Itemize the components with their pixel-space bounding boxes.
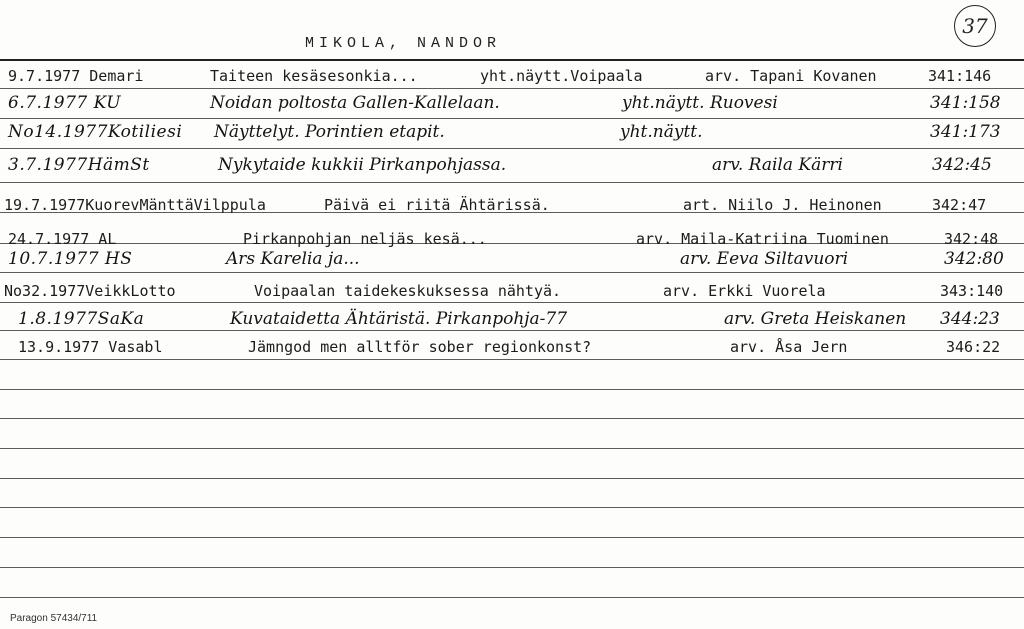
entry-row [0,279,1024,304]
entry-ref: 342:47 [932,196,987,214]
entry-row [0,64,1024,89]
printer-imprint: Paragon 57434/711 [10,613,98,624]
ruled-line [0,567,1024,568]
entry-title: Voipaalan taidekeskuksessa nähtyä. [254,282,562,300]
entry-title: Päivä ei riitä Ähtärissä. [324,196,550,214]
entry-ref: 346:22 [946,338,1001,356]
entry-row [0,91,1024,116]
card-title: MIKOLA, NANDOR [305,35,502,52]
entry-reviewer: arv. Raila Kärri [712,155,843,175]
entry-date-source: 19.7.1977KuorevMänttäVilppula [4,196,266,214]
entry-row [0,335,1024,360]
entry-title: Näyttelyt. Porintien etapit. [214,122,445,142]
ruled-line [0,418,1024,419]
entry-reviewer: arv. Åsa Jern [730,338,848,356]
entry-reviewer: arv. Tapani Kovanen [705,67,877,85]
entry-title: Jämngod men alltför sober regionkonst? [248,338,592,356]
ruled-line [0,537,1024,538]
entry-date-source: 6.7.1977 KU [8,93,122,113]
entry-row [0,193,1024,218]
entry-ref: 342:45 [932,155,992,175]
entry-date-source: No14.1977Kotiliesi [8,122,183,142]
ruled-line [0,448,1024,449]
ruled-line [0,148,1024,149]
entry-reviewer: arv. Maila-Katriina Tuominen [636,230,889,248]
ruled-line [0,59,1024,61]
entry-row [0,120,1024,145]
entry-ref: 341:158 [930,93,1001,113]
entry-date-source: 3.7.1977HämSt [8,155,150,175]
card-number: 37 [954,5,996,47]
entry-date-source: 24.7.1977 AL [8,230,117,248]
entry-note: yht.näytt.Voipaala [480,67,643,85]
entry-row [0,307,1024,332]
entry-date-source: 1.8.1977SaKa [18,309,145,329]
entry-ref: 344:23 [940,309,1000,329]
ruled-line [0,182,1024,183]
entry-ref: 342:80 [944,249,1004,269]
entry-date-source: No32.1977VeikkLotto [4,282,176,300]
ruled-line [0,597,1024,598]
entry-reviewer: arv. Erkki Vuorela [663,282,826,300]
entry-ref: 343:140 [940,282,1004,300]
entry-row [0,153,1024,178]
entry-row [0,247,1024,272]
entry-reviewer: arv. Greta Heiskanen [724,309,907,329]
ruled-line [0,272,1024,273]
ruled-line [0,507,1024,508]
entry-title: Nykytaide kukkii Pirkanpohjassa. [218,155,507,175]
entry-title: Taiteen kesäsesonkia... [210,67,418,85]
entry-date-source: 13.9.1977 Vasabl [18,338,163,356]
entry-title: Pirkanpohjan neljäs kesä... [243,230,487,248]
entry-ref: 341:173 [930,122,1001,142]
ruled-line [0,118,1024,119]
entry-note: yht.näytt. Ruovesi [622,93,778,113]
entry-date-source: 10.7.1977 HS [8,249,133,269]
ruled-line [0,389,1024,390]
entry-ref: 342:48 [944,230,999,248]
entry-title: Kuvataidetta Ähtäristä. Pirkanpohja-77 [230,309,568,329]
entry-title: Noidan poltosta Gallen-Kallelaan. [210,93,500,113]
entry-date-source: 9.7.1977 Demari [8,67,144,85]
entry-note: yht.näytt. [620,122,703,142]
entry-ref: 341:146 [928,67,992,85]
entry-title: Ars Karelia ja... [226,249,360,269]
entry-reviewer: art. Niilo J. Heinonen [683,196,882,214]
entry-reviewer: arv. Eeva Siltavuori [680,249,849,269]
ruled-line [0,478,1024,479]
